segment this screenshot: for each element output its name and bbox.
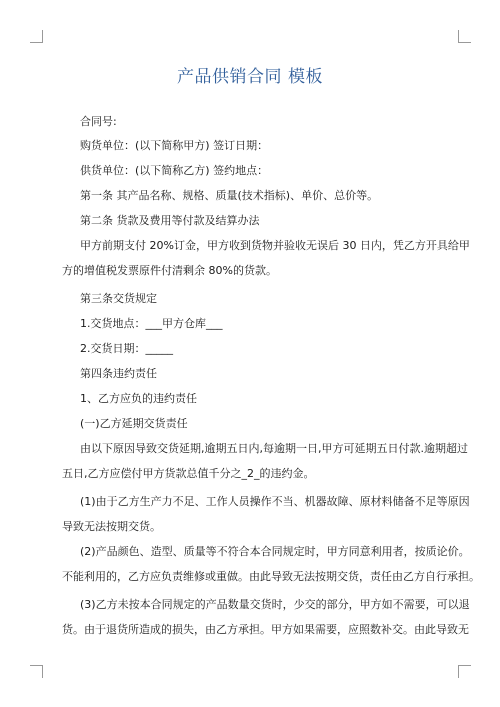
paragraph-line: (1)由于乙方生产力不足、工作人员操作不当、机器故障、原材料储备不足等原因 [80, 495, 470, 508]
delivery-date: 2.交货日期：_____ [80, 342, 173, 355]
contract-number: 合同号: [80, 115, 117, 128]
paragraph-line: 货。由于退货所造成的损失，由乙方承担。甲方如果需要，应照数补交。由此导致无 [62, 623, 469, 636]
article-1: 第一条 其产品名称、规格、质量(技术指标)、单价、总价等。 [80, 189, 379, 202]
subsection-heading: (一)乙方延期交货责任 [80, 417, 188, 430]
article-4-heading: 第四条违约责任 [80, 367, 157, 380]
supplier-line: 供货单位：(以下简称乙方) 签约地点： [80, 164, 269, 177]
paragraph-line: (3)乙方未按本合同规定的产品数量交货时，少交的部分，甲方如不需要，可以退 [80, 598, 470, 611]
paragraph-line: 甲方前期支付 20%订金，甲方收到货物并验收无误后 30 日内，凭乙方开具给甲 [80, 239, 470, 252]
corner-mark-top-left [30, 30, 43, 43]
corner-mark-bottom-left [30, 665, 43, 678]
corner-mark-bottom-right [458, 665, 471, 678]
paragraph-line: 导致无法按期交货。 [62, 520, 161, 533]
corner-mark-top-right [458, 30, 471, 43]
delivery-location: 1.交货地点：___甲方仓库___ [80, 317, 223, 330]
paragraph-line: 五日,乙方应偿付甲方货款总值千分之_2_的违约金。 [62, 467, 315, 480]
article-2-heading: 第二条 货款及费用等付款及结算办法 [80, 214, 260, 227]
document-title: 产品供销合同 模板 [177, 67, 323, 87]
paragraph-line: 不能利用的，乙方应负责维修或重做。由此导致无法按期交货，责任由乙方自行承担。 [62, 570, 480, 583]
buyer-line: 购货单位：(以下简称甲方) 签订日期： [80, 139, 269, 152]
paragraph-line: 方的增值税发票原件付清剩余 80%的货款。 [62, 264, 277, 277]
paragraph-line: (2)产品颜色、造型、质量等不符合本合同规定时，甲方同意利用者，按质论价。 [80, 545, 470, 558]
article-3-heading: 第三条交货规定 [80, 292, 157, 305]
paragraph-line: 由以下原因导致交货延期,逾期五日内,每逾期一日,甲方可延期五日付款.逾期超过 [80, 442, 468, 455]
section-heading: 1、乙方应负的违约责任 [80, 392, 197, 405]
